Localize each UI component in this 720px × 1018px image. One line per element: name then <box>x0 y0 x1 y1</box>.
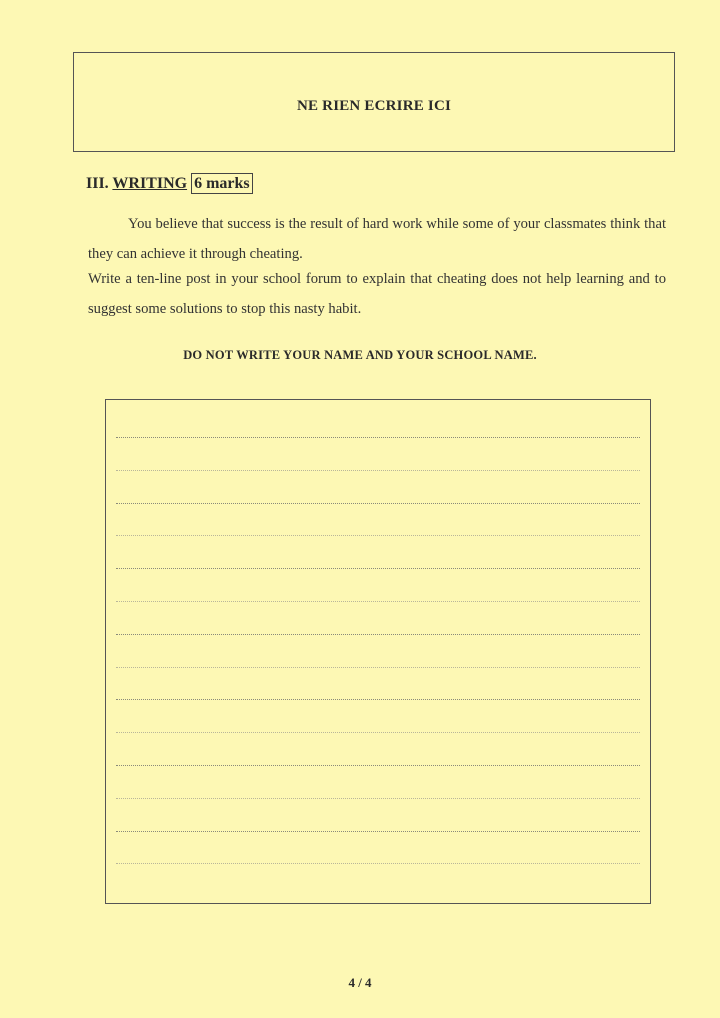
instruction-note: DO NOT WRITE YOUR NAME AND YOUR SCHOOL NAME. <box>183 348 537 362</box>
page-number: 4 / 4 <box>348 975 372 990</box>
reserved-box-title: NE RIEN ECRIRE ICI <box>296 98 452 114</box>
answer-line <box>116 667 640 668</box>
section-heading <box>86 173 253 194</box>
answer-line <box>116 535 640 536</box>
answer-line <box>116 699 640 700</box>
section-number: III. <box>86 175 113 192</box>
answer-line <box>116 437 640 438</box>
section-title: WRITING <box>112 175 188 192</box>
answer-line <box>116 503 640 504</box>
answer-area[interactable] <box>105 399 651 904</box>
answer-line <box>116 831 640 832</box>
answer-line <box>116 634 640 635</box>
prompt-paragraph-1: You believe that success is the result of hard work while some of your classmates think that they can achieve it through cheating. <box>88 216 666 262</box>
reserved-box <box>73 52 675 152</box>
marks-badge: 6 marks <box>191 173 253 194</box>
answer-line <box>116 470 640 471</box>
prompt-paragraph-2: Write a ten-line post in your school forum to explain that cheating does not help learning and to suggest some solutions to stop this nasty habit. <box>88 271 666 317</box>
answer-line <box>116 863 640 864</box>
answer-line <box>116 798 640 799</box>
answer-line <box>116 732 640 733</box>
answer-line <box>116 568 640 569</box>
answer-line <box>116 765 640 766</box>
answer-line <box>116 601 640 602</box>
